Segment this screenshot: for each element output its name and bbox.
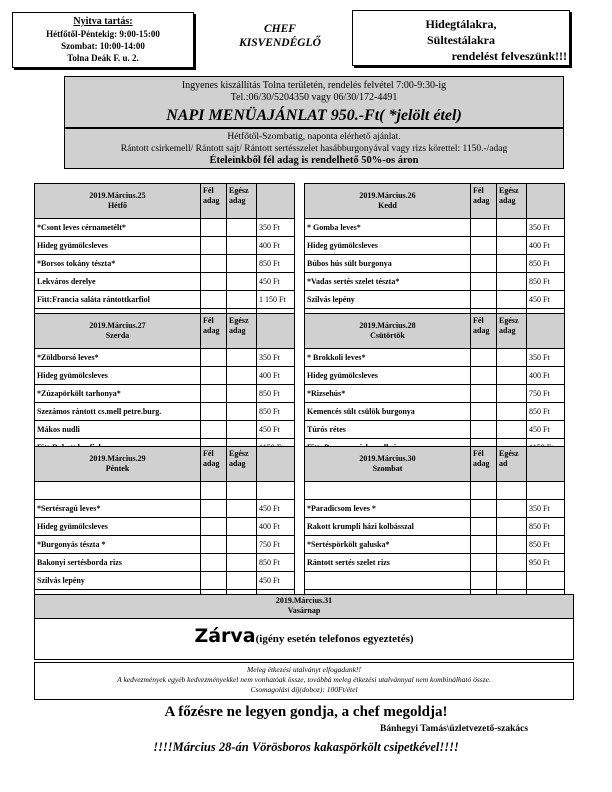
full-portion-cell — [497, 572, 527, 590]
half-portion-cell — [201, 554, 227, 572]
half-portion-cell — [471, 219, 497, 237]
half-portion-cell — [201, 421, 227, 439]
cold-box-line3: rendelést felveszünk!!! — [451, 49, 567, 63]
day-name: Kedd — [378, 201, 397, 210]
price-header — [257, 314, 295, 349]
dish-price: 850 Ft — [527, 255, 565, 273]
menu-row — [305, 421, 565, 439]
dish-name: * Brokkoli leves* — [305, 349, 471, 367]
dish-name: Szezámos rántott cs.mell petre.burg. — [35, 403, 201, 421]
dish-price: 400 Ft — [257, 518, 295, 536]
dish-price: 850 Ft — [527, 536, 565, 554]
delivery-banner — [64, 76, 564, 128]
sunday-closed — [35, 619, 573, 647]
full-portion-header: Egész adag — [497, 314, 527, 349]
full-portion-header: Egész adag — [227, 184, 257, 219]
half-portion-cell — [201, 273, 227, 291]
half-portion-cell — [471, 572, 497, 590]
half-portion-header: Fél adag — [201, 314, 227, 349]
sunday-date: 2019.Március.31 — [275, 596, 333, 605]
dish-price: 350 Ft — [527, 219, 565, 237]
day-header-row — [305, 447, 565, 482]
half-portion-cell — [471, 273, 497, 291]
full-portion-header: Egész ad — [497, 447, 527, 482]
dish-name: *Borsos tokány tészta* — [35, 255, 201, 273]
menu-row — [35, 500, 295, 518]
opening-hours-box — [12, 12, 194, 68]
half-portion-cell — [471, 500, 497, 518]
menu-row — [35, 421, 295, 439]
half-portion-header: Fél adag — [201, 447, 227, 482]
full-portion-header: Egész adag — [227, 314, 257, 349]
dish-price: 850 Ft — [257, 554, 295, 572]
note-discounts: A kedvezmények egyéb kedvezményekkel nem vonhatóak össze, továbbá meleg étkezési utalvánnyal nem kombinálható össze. — [117, 675, 491, 684]
full-portion-cell — [227, 421, 257, 439]
full-portion-cell — [497, 237, 527, 255]
day-date: 2019.Március.25 — [89, 191, 146, 200]
day-date: 2019.Március.30 — [359, 454, 416, 463]
half-portion-cell — [201, 500, 227, 518]
dish-name: Túrós rétes — [305, 421, 471, 439]
menu-row — [305, 518, 565, 536]
dish-name: *Sertésragú leves* — [35, 500, 201, 518]
full-portion-cell — [227, 237, 257, 255]
full-portion-cell — [227, 518, 257, 536]
full-portion-cell — [497, 291, 527, 309]
day-header-row — [35, 184, 295, 219]
menu-row — [305, 255, 565, 273]
day-date: 2019.Március.28 — [359, 321, 416, 330]
dish-price: 850 Ft — [257, 255, 295, 273]
day-table — [304, 183, 565, 327]
menu-row — [305, 500, 565, 518]
menu-row — [35, 482, 295, 500]
dish-name: Hideg gyümölcsleves — [305, 237, 471, 255]
full-portion-cell — [497, 421, 527, 439]
day-title — [305, 184, 471, 219]
dish-name: Rántott sertés szelet rizs — [305, 554, 471, 572]
day-date: 2019.Március.29 — [89, 454, 146, 463]
half-portion-cell — [201, 403, 227, 421]
full-portion-header: Egész adag — [497, 184, 527, 219]
half-portion-cell — [201, 349, 227, 367]
full-portion-cell — [497, 367, 527, 385]
day-table — [304, 313, 565, 457]
half-portion-header: Fél adag — [471, 447, 497, 482]
weekday-offer-line1: Hétfőtől-Szombatig, naponta elérhető ajánlat. — [227, 132, 401, 142]
day-title — [35, 184, 201, 219]
dish-price: 400 Ft — [527, 237, 565, 255]
dish-price: 1 150 Ft — [257, 291, 295, 309]
dish-name: Lekváros derelye — [35, 273, 201, 291]
dish-price: 850 Ft — [527, 518, 565, 536]
day-title — [305, 314, 471, 349]
dish-name: * Gomba leves* — [305, 219, 471, 237]
sunday-header — [35, 595, 573, 619]
full-portion-cell — [497, 219, 527, 237]
half-portion-cell — [201, 518, 227, 536]
dish-name: Hideg gyümölcsleves — [35, 237, 201, 255]
restaurant-name — [225, 22, 335, 50]
full-portion-header: Egész adag — [227, 447, 257, 482]
dish-price: 350 Ft — [257, 219, 295, 237]
dish-price: 350 Ft — [527, 349, 565, 367]
full-portion-cell — [497, 403, 527, 421]
opening-saturday: Szombat: 10:00-14:00 — [61, 41, 145, 51]
dish-price: 850 Ft — [527, 403, 565, 421]
dish-price: 450 Ft — [527, 291, 565, 309]
full-portion-cell — [497, 273, 527, 291]
full-portion-cell — [227, 536, 257, 554]
dish-price: 350 Ft — [257, 349, 295, 367]
dish-price: 750 Ft — [257, 536, 295, 554]
weekday-offer-line2: Rántott csirkemell/ Rántott sajt/ Rántott sertésszelet hasábburgonyával vagy rizs körettel: 1150.-/adag — [120, 144, 508, 154]
full-portion-cell — [227, 554, 257, 572]
menu-row — [305, 349, 565, 367]
menu-row — [35, 237, 295, 255]
delivery-info: Ingyenes kiszállítás Tolna területén, rendelés felvétel 7:00-9:30-ig — [181, 80, 447, 91]
full-portion-cell — [227, 219, 257, 237]
half-portion-cell — [471, 255, 497, 273]
full-portion-cell — [227, 273, 257, 291]
day-title — [305, 447, 471, 482]
day-title — [35, 314, 201, 349]
day-name: Péntek — [105, 464, 130, 473]
full-portion-cell — [497, 518, 527, 536]
full-portion-cell — [497, 255, 527, 273]
dish-name: *Zöldborsó leves* — [35, 349, 201, 367]
weekday-offer-banner — [64, 128, 564, 169]
half-portion-header: Fél adag — [471, 314, 497, 349]
menu-row — [35, 403, 295, 421]
day-table — [34, 446, 295, 608]
half-portion-cell — [471, 237, 497, 255]
dish-price — [527, 572, 565, 590]
closed-label: Zárva — [194, 625, 256, 647]
half-portion-header: Fél adag — [471, 184, 497, 219]
dish-price: 450 Ft — [257, 500, 295, 518]
dish-name: *Rizsehús* — [305, 385, 471, 403]
price-header — [257, 447, 295, 482]
menu-row — [305, 482, 565, 500]
dish-price: 400 Ft — [527, 367, 565, 385]
opening-weekdays: Hétfőtől-Péntekig: 9:00-15:00 — [46, 29, 160, 39]
full-portion-cell — [227, 403, 257, 421]
menu-row — [305, 219, 565, 237]
menu-row — [35, 554, 295, 572]
dish-name: Kemencés sült csülök burgonya — [305, 403, 471, 421]
half-portion-cell — [201, 536, 227, 554]
dish-name: *Zúzapörkölt tarhonya* — [35, 385, 201, 403]
half-portion-cell — [471, 482, 497, 500]
dish-price: 850 Ft — [527, 273, 565, 291]
half-portion-cell — [471, 367, 497, 385]
dish-price — [257, 482, 295, 500]
dish-name: Hideg gyümölcsleves — [35, 518, 201, 536]
restaurant-name-line2: KISVENDÉGLŐ — [239, 37, 321, 49]
day-table — [34, 313, 295, 457]
price-header — [527, 184, 565, 219]
price-header — [527, 314, 565, 349]
full-portion-cell — [227, 349, 257, 367]
menu-row — [35, 273, 295, 291]
day-date: 2019.Március.27 — [89, 321, 146, 330]
dish-name — [305, 482, 471, 500]
day-table — [304, 446, 565, 608]
cold-box-line2: Sültestálakra — [426, 33, 495, 47]
opening-address: Tolna Deák F. u. 2. — [67, 53, 139, 63]
day-header-row — [35, 314, 295, 349]
dish-price: 850 Ft — [257, 403, 295, 421]
full-portion-cell — [227, 500, 257, 518]
half-portion-cell — [201, 482, 227, 500]
day-name: Szerda — [105, 331, 130, 340]
dish-name: Mákos nudli — [35, 421, 201, 439]
menu-row — [305, 273, 565, 291]
half-portion-cell — [201, 572, 227, 590]
dish-price: 850 Ft — [257, 385, 295, 403]
menu-row — [305, 403, 565, 421]
half-portion-cell — [471, 291, 497, 309]
day-name: Csütörtök — [370, 331, 405, 340]
dish-name: Búbos hús sült burgonya — [305, 255, 471, 273]
half-portion-cell — [201, 291, 227, 309]
dish-price: 400 Ft — [257, 237, 295, 255]
full-portion-cell — [497, 536, 527, 554]
full-portion-cell — [227, 367, 257, 385]
dish-price: 400 Ft — [257, 367, 295, 385]
price-header — [527, 447, 565, 482]
full-portion-cell — [227, 255, 257, 273]
menu-headline: NAPI MENÜAJÁNLAT 950.-Ft( *jelölt étel) — [166, 107, 462, 124]
delivery-phone: Tel.:06/30/5204350 vagy 06/30/172-4491 — [230, 92, 398, 103]
menu-row — [35, 518, 295, 536]
menu-row — [305, 367, 565, 385]
dish-name — [35, 482, 201, 500]
dish-name: Szilvás lepény — [305, 291, 471, 309]
restaurant-name-line1: CHEF — [264, 23, 296, 35]
half-portion-cell — [201, 237, 227, 255]
day-header-row — [305, 314, 565, 349]
dish-name: Szilvás lepény — [35, 572, 201, 590]
menu-row — [305, 385, 565, 403]
half-portion-cell — [201, 385, 227, 403]
half-portion-cell — [201, 219, 227, 237]
menu-row — [35, 572, 295, 590]
cold-platter-box — [352, 10, 570, 66]
full-portion-cell — [497, 554, 527, 572]
cold-box-line1: Hidegtálakra, — [425, 17, 497, 31]
menu-row — [305, 536, 565, 554]
half-portion-cell — [471, 518, 497, 536]
dish-name: Hideg gyümölcsleves — [35, 367, 201, 385]
menu-row — [35, 349, 295, 367]
half-portion-header: Fél adag — [201, 184, 227, 219]
dish-price — [527, 482, 565, 500]
opening-title: Nyitva tartás: — [73, 16, 133, 27]
slogan: A főzésre ne legyen gondja, a chef megoldja! — [164, 704, 448, 720]
price-header — [257, 184, 295, 219]
menu-row — [35, 367, 295, 385]
dish-price: 350 Ft — [527, 500, 565, 518]
sunday-day: Vasárnap — [287, 606, 321, 615]
dish-name: *Csont leves cérnametélt* — [35, 219, 201, 237]
dish-price: 950 Ft — [527, 554, 565, 572]
dish-name: Bakonyi sertésborda rizs — [35, 554, 201, 572]
menu-row — [305, 237, 565, 255]
closed-note: (igény esetén telefonos egyeztetés) — [255, 633, 414, 645]
menu-row — [35, 291, 295, 309]
half-portion-cell — [471, 421, 497, 439]
note-packaging: Csomagolási díj(doboz): 100Ft/étel — [250, 685, 358, 694]
half-portion-cell — [471, 385, 497, 403]
notes-box — [34, 662, 574, 700]
dish-name: *Burgonyás tészta * — [35, 536, 201, 554]
day-name: Hétfő — [107, 201, 128, 210]
half-portion-cell — [201, 255, 227, 273]
menu-row — [35, 219, 295, 237]
day-date: 2019.Március.26 — [359, 191, 416, 200]
half-portion-cell — [201, 367, 227, 385]
day-title — [35, 447, 201, 482]
full-portion-cell — [227, 291, 257, 309]
dish-name — [305, 572, 471, 590]
signature: Bánhegyi Tamás\üzletvezető-szakács — [380, 724, 529, 734]
promo-line: !!!!Március 28-án Vörösboros kakaspörkölt csipetkével!!!! — [153, 740, 459, 754]
full-portion-cell — [227, 385, 257, 403]
dish-price: 450 Ft — [257, 273, 295, 291]
menu-row — [305, 572, 565, 590]
full-portion-cell — [227, 572, 257, 590]
sunday-block — [34, 594, 574, 660]
dish-name: *Vadas sertés szelet tészta* — [305, 273, 471, 291]
full-portion-cell — [497, 385, 527, 403]
weekday-offer-line3: Ételeinkből fél adag is rendelhető 50%-os áron — [209, 155, 419, 166]
dish-name: *Sertéspörkölt galuska* — [305, 536, 471, 554]
dish-name: Rakott krumpli házi kolbásszal — [305, 518, 471, 536]
dish-name: *Paradicsom leves * — [305, 500, 471, 518]
half-portion-cell — [471, 554, 497, 572]
full-portion-cell — [497, 349, 527, 367]
menu-row — [35, 385, 295, 403]
full-portion-cell — [497, 482, 527, 500]
menu-row — [305, 554, 565, 572]
dish-name: Fitt:Francia saláta rántottkarfiol — [35, 291, 201, 309]
day-header-row — [305, 184, 565, 219]
dish-price: 450 Ft — [527, 421, 565, 439]
day-header-row — [35, 447, 295, 482]
dish-price: 750 Ft — [527, 385, 565, 403]
dish-name: Hideg gyümölcsleves — [305, 367, 471, 385]
dish-price: 450 Ft — [257, 572, 295, 590]
half-portion-cell — [471, 403, 497, 421]
half-portion-cell — [471, 536, 497, 554]
day-table — [34, 183, 295, 327]
full-portion-cell — [497, 500, 527, 518]
note-voucher: Meleg étkezési utalványt elfogadunk!! — [247, 665, 361, 674]
menu-row — [305, 291, 565, 309]
day-name: Szombat — [372, 464, 403, 473]
menu-row — [35, 536, 295, 554]
full-portion-cell — [227, 482, 257, 500]
dish-price: 450 Ft — [257, 421, 295, 439]
menu-row — [35, 255, 295, 273]
half-portion-cell — [471, 349, 497, 367]
